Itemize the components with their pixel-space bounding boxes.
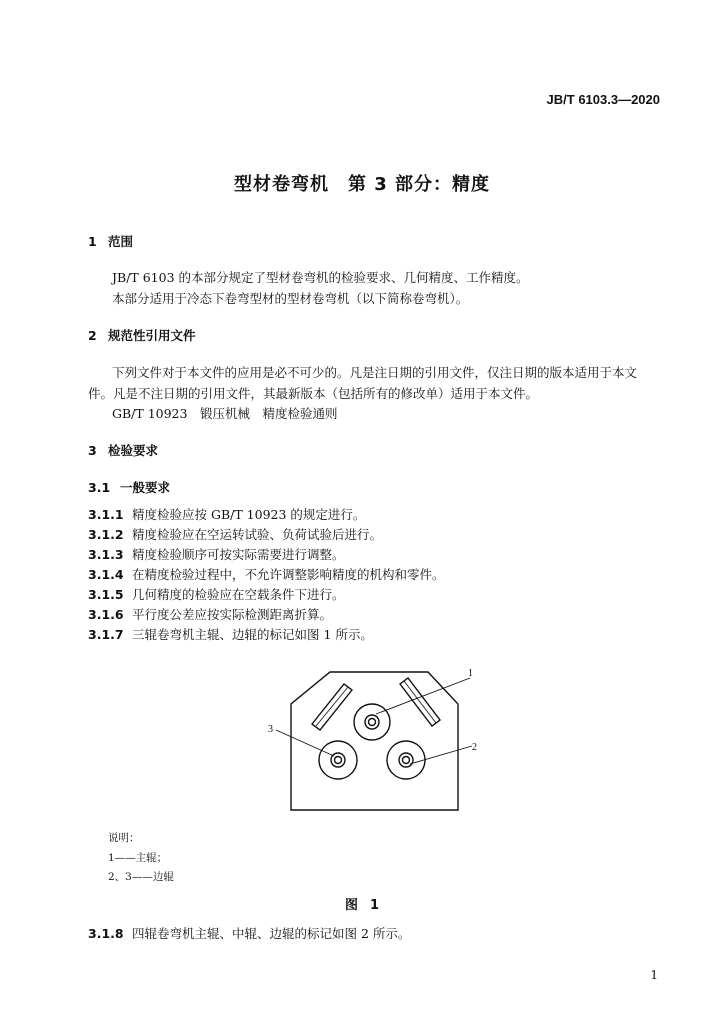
side-roll-2 [387, 741, 425, 779]
normative-reference: GB/T 10923 锻压机械 精度检验通则 [112, 406, 338, 421]
machine-frame [291, 672, 458, 810]
section-2-number: 2 [88, 328, 97, 343]
clause-item [88, 545, 345, 563]
clause-number: 3.1.2 [88, 527, 124, 542]
section-1-title: 范围 [108, 234, 134, 249]
clause-item [88, 565, 445, 583]
legend-line-1: 1——主辊； [108, 852, 168, 864]
clause-text: 四辊卷弯机主辊、中辊、边辊的标记如图 2 所示。 [132, 926, 411, 941]
section-3-1-number: 3.1 [88, 480, 111, 495]
clause-item [88, 525, 382, 543]
clause-item-3-1-8 [88, 924, 410, 942]
section-3-heading [88, 441, 158, 459]
clause-number: 3.1.6 [88, 607, 124, 622]
legend-line-2: 2、3——边辊 [108, 871, 174, 883]
clause-number: 3.1.5 [88, 587, 124, 602]
clause-item [88, 605, 332, 623]
figure-1-caption [0, 894, 724, 913]
clause-text: 在精度检验过程中，不允许调整影响精度的机构和零件。 [132, 567, 445, 582]
clause-number: 3.1.8 [88, 926, 124, 941]
section-1-paragraph-1: JB/T 6103 的本部分规定了型材卷弯机的检验要求、几何精度、工作精度。 [112, 270, 529, 285]
clause-number: 3.1.1 [88, 507, 124, 522]
figure-1-diagram [260, 664, 490, 816]
callout-2: 2 [472, 742, 477, 753]
leader-line-3 [276, 730, 334, 756]
section-2-paragraph-line-1: 下列文件对于本文件的应用是必不可少的。凡是注日期的引用文件，仅注日期的版本适用于本文 [112, 365, 638, 380]
clause-item [88, 585, 345, 603]
side-roll-3 [319, 741, 357, 779]
section-2-title: 规范性引用文件 [108, 328, 196, 343]
section-3-1-title: 一般要求 [120, 480, 171, 495]
section-3-1-heading [88, 478, 170, 496]
clause-text: 精度检验应在空运转试验、负荷试验后进行。 [132, 527, 383, 542]
legend-title: 说明： [108, 832, 140, 844]
standard-number: JB/T 6103.3—2020 [546, 92, 660, 107]
main-roll [354, 704, 390, 740]
section-2-paragraph-line-2: 件。凡是不注日期的引用文件，其最新版本（包括所有的修改单）适用于本文件。 [88, 386, 539, 401]
page-number: 1 [650, 968, 658, 982]
section-3-title: 检验要求 [108, 443, 159, 458]
clause-text: 几何精度的检验应在空载条件下进行。 [132, 587, 345, 602]
document-title: 型材卷弯机 第 3 部分：精度 [233, 174, 491, 195]
section-1-paragraph-2: 本部分适用于冷态下卷弯型材的型材卷弯机（以下简称卷弯机）。 [112, 291, 469, 306]
clause-text: 平行度公差应按实际检测距离折算。 [132, 607, 333, 622]
clause-number: 3.1.3 [88, 547, 124, 562]
clause-text: 精度检验应按 GB/T 10923 的规定进行。 [132, 507, 366, 522]
section-3-number: 3 [88, 443, 97, 458]
clause-item [88, 505, 365, 523]
figure-caption-word: 图 [344, 898, 358, 913]
clause-number: 3.1.7 [88, 627, 124, 642]
callout-1: 1 [468, 668, 473, 679]
leader-line-1 [376, 678, 470, 714]
leader-line-2 [410, 746, 472, 764]
clause-text: 三辊卷弯机主辊、边辊的标记如图 1 所示。 [132, 627, 373, 642]
clause-text: 精度检验顺序可按实际需要进行调整。 [132, 547, 345, 562]
clause-item [88, 625, 373, 643]
section-2-heading [88, 326, 196, 344]
callout-3: 3 [268, 724, 273, 735]
figure-caption-number: 1 [369, 898, 380, 913]
section-1-number: 1 [88, 234, 97, 249]
section-1-heading [88, 232, 133, 250]
clause-number: 3.1.4 [88, 567, 124, 582]
